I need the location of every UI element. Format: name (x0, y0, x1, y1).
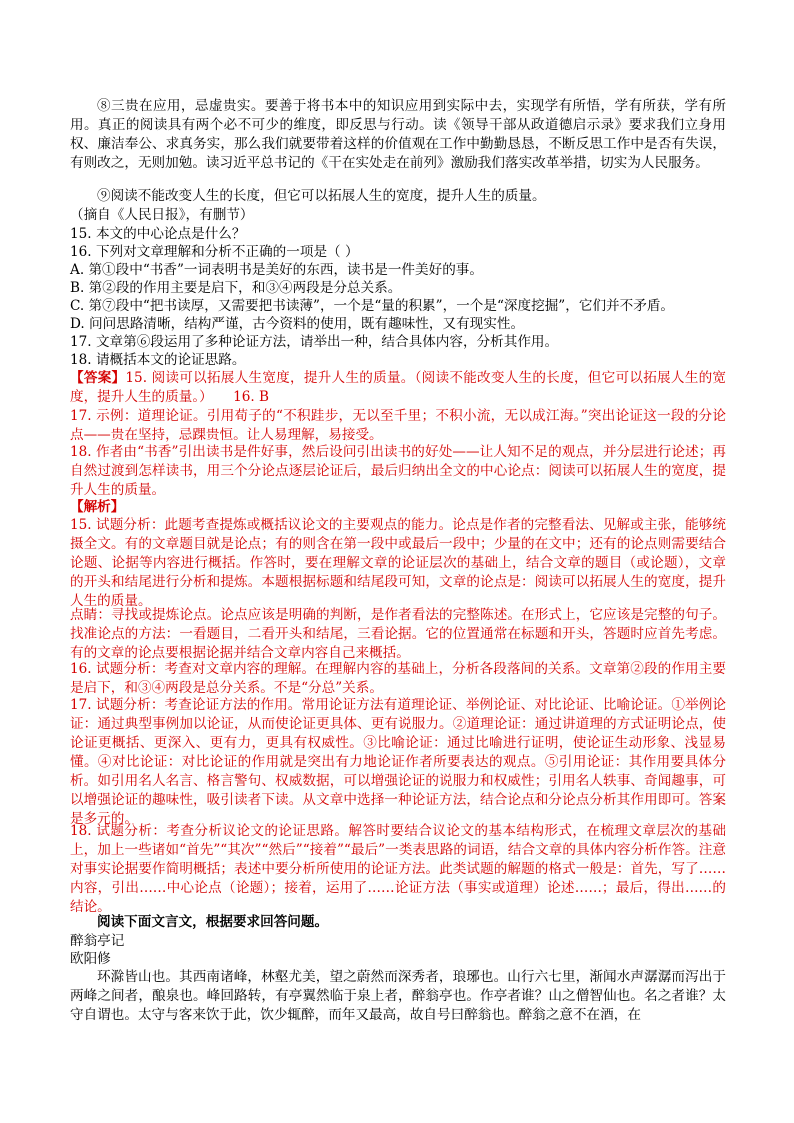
analysis-17: 17. 试题分析：考查论证方法的作用。常用论证方法有道理论证、举例论证、对比论证、比喻论证。①举例论证：通过典型事例加以论证，从而使论证更具体、更有说服力。②道理论证：通过讲道理的方式证明论点，使论证更概括、更深入、更有力，更具有权威性。③比喻论证：通过比喻进行证明，使论证生动形象、浅显易懂。④对比论证：对比论证的作用就是突出有力地论证作者所要表达的观点。⑤引用论证：其作用要具体分析。如引用名人名言、格言警句、权威数据，可以增强论证的说服力和权威性；引用名人轶事、奇闻趣事，可以增强论证的趣味性，吸引读者下读。从文章中选择一种论证方法，结合论点和分论点分析其作用即可。答案是多元的。 (70, 697, 726, 827)
analysis-16: 16. 试题分析：考查对文章内容的理解。在理解内容的基础上，分析各段落间的关系。文章第②段的作用主要是启下，和③④两段是总分关系。不是“分总”关系。 (70, 661, 726, 696)
analysis-label: 【解析】 (70, 499, 125, 515)
option-a: A. 第①段中“书香”一词表明书是美好的东西，读书是一件美好的事。 (70, 262, 483, 278)
question-15: 15. 本文的中心论点是什么？ (70, 226, 246, 242)
analysis-tip: 点睛：寻找或提炼论点。论点应该是明确的判断，是作者看法的完整陈述。在形式上，它应该是完整的句子。找准论点的方法：一看题目，二看开头和结尾，三看论据。它的位置通常在标题和开头，答题时应首先考虑。有的文章的论点要根据论据并结合文章内容自己来概括。 (70, 607, 726, 661)
question-17: 17. 文章第⑥段运用了多种论证方法，请举出一种，结合具体内容，分析其作用。 (70, 334, 559, 350)
option-c: C. 第⑦段中“把书读厚，又需要把书读薄”，一个是“量的积累”，一个是“深度挖掘”，它们并不矛盾。 (70, 298, 675, 314)
source-note: （摘自《人民日报》，有删节） (70, 207, 254, 223)
poem-title: 醉翁亭记 (70, 933, 125, 949)
paragraph-9: ⑨阅读不能改变人生的长度，但它可以拓展人生的宽度，提升人生的质量。 (97, 188, 546, 204)
classical-text: 环滁皆山也。其西南诸峰，林壑尤美，望之蔚然而深秀者，琅琊也。山行六七里，渐闻水声潺潺而泻出于两峰之间者，酿泉也。峰回路转，有亭翼然临于泉上者，醉翁亭也。作亭者谁？山之僧智仙也。名之者谁？太守自谓也。太守与客来饮于此，饮少辄醉，而年又最高，故自号曰醉翁也。醉翁之意不在酒，在 (70, 969, 726, 1023)
reading-instruction: 阅读下面文言文，根据要求回答问题。 (97, 914, 329, 930)
question-16: 16. 下列对文章理解和分析不正确的一项是（ ） (70, 244, 359, 260)
answer-label: 【答案】 (70, 370, 126, 386)
paragraph-8: ⑧三贵在应用，忌虚贵实。要善于将书本中的知识应用到实际中去，实现学有所悟，学有所获，学有所用。真正的阅读具有两个必不可少的维度，即反思与行动。读《领导干部从政道德启示录》要求我们立身用权、廉洁奉公、求真务实，那么我们就要带着这样的价值观在工作中勤勤恳恳，不断反思工作中是否有失误，有则改之，无则加勉。读习近平总书记的《干在实处走在前列》激励我们落实改革举措，切实为人民服务。 (70, 98, 726, 171)
answer-15-16: 15. 阅读可以拓展人生宽度，提升人生的质量。（阅读不能改变人生的长度，但它可以拓展人生的宽度，提升人生的质量。） 16. B (70, 370, 727, 405)
question-18: 18. 请概括本文的论证思路。 (70, 352, 246, 368)
poem-author: 欧阳修 (70, 951, 111, 967)
answer-18: 18. 作者由“书香”引出读书是件好事，然后设问引出读书的好处——让人知不足的观点，并分层进行论述；再自然过渡到怎样读书，用三个分论点逐层论证后，最后归纳出全文的中心论点：阅读可以拓展人生的宽度，提升人生的质量。 (70, 444, 726, 498)
answer-section (70, 369, 726, 407)
option-b: B. 第②段的作用主要是启下，和③④两段是分总关系。 (70, 280, 402, 296)
analysis-18: 18. 试题分析：考查分析议论文的论证思路。解答时要结合议论文的基本结构形式，在梳理文章层次的基础上，加上一些诸如“首先”“其次”“然后”“接着”“最后”一类表思路的词语，结合文章的具体内容分析作答。注意对事实论据要作简明概括；表述中要分析所使用的论证方法。此类试题的解题的格式一般是：首先，写了……内容，引出……中心论点（论题）；接着，运用了……论证方法（事实或道理）论述……；最后，得出……的结论。 (70, 823, 726, 915)
analysis-15: 15. 试题分析：此题考查提炼或概括议论文的主要观点的能力。论点是作者的完整看法、见解或主张，能够统摄全文。有的文章题目就是论点；有的则含在第一段中或最后一段中；少量的在文中；还有的论点则需要结合论题、论据等内容进行概括。作答时，要在理解文章的论证层次的基础上，结合文章的题目（或论题），文章的开头和结尾进行分析和提炼。本题根据标题和结尾段可知，文章的论点是：阅读可以拓展人生的宽度，提升人生的质量。 (70, 517, 726, 609)
option-d: D. 问问思路清晰，结构严谨，古今资料的使用，既有趣味性，又有现实性。 (70, 316, 525, 332)
answer-17: 17. 示例：道理论证。引用荀子的“不积跬步，无以至千里；不积小流，无以成江海。”突出论证这一段的分论点——贵在坚持，忌踝贵恒。让人易理解，易接受。 (70, 408, 726, 443)
